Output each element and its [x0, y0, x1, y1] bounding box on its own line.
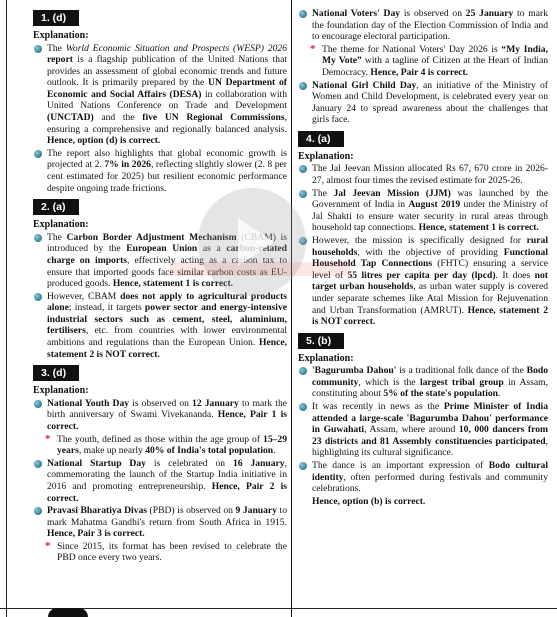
text-run: Hence, Pair 3 is correct. [47, 528, 145, 540]
text-run: National Youth Day [47, 397, 130, 409]
bullet-icon [34, 293, 42, 301]
text-run: 15–29 years [57, 433, 287, 457]
answer-1-heading: 1. (d) [33, 10, 79, 26]
text-run: , make up nearly [78, 445, 146, 457]
text-run: Functional Household Tap Connections [312, 246, 548, 270]
text-run: 'Bagurumba Dahou' [312, 365, 397, 377]
text-run: The [47, 231, 67, 243]
text-run: Carbon Border Adjustment Mechanism [66, 231, 237, 243]
text-run: The Jal Jeevan Mission allocated Rs 67, 670 crore in 2026-27, almost four times the revised estimate for 2025-26. [312, 163, 548, 187]
text-run: , with the objective of providing [357, 246, 504, 258]
explanation-label: Explanation: [33, 30, 89, 41]
text-run: Hence, statement 2 is NOT correct. [47, 337, 287, 360]
text-run: However, CBAM [47, 290, 121, 302]
text-run: , highlighting its cultural significance. [312, 435, 548, 459]
bullet-item [33, 398, 287, 433]
answer-1-section [33, 8, 287, 194]
play-watermark-icon [198, 188, 306, 296]
bullet-item [298, 401, 548, 459]
text-run: 12 January [192, 397, 239, 409]
footer-page-tab [48, 608, 88, 617]
text-run: 40% of India's total population [145, 445, 274, 457]
text-run: National Voters' Day [312, 8, 401, 19]
text-run: in Assam, constituting about [312, 376, 548, 400]
text-run: , etc. from countries with lower environmental ambitions and regulations than the European Union. [47, 325, 287, 349]
text-run: Hence, statement 1 is correct. [418, 222, 539, 234]
text-run: , reflecting slightly slower (2. 8 per cent estimated for 2025) but resilient economic performance despite ongoing trade frictions. [47, 159, 287, 194]
bullet-text [47, 291, 287, 360]
text-run: 5% of the state's population [383, 388, 499, 400]
text-run: (PBD) is observed on [147, 505, 236, 517]
bullet-icon [299, 10, 307, 18]
answer-3-section [33, 363, 287, 564]
bullet-icon [34, 234, 42, 242]
bullet-item [33, 505, 287, 540]
text-run: is a flagship publication of the United Nations that provides an assessment of global economic trends and future outlook. It is primarily prepared by the [47, 54, 287, 89]
text-run: , commemorating the launch of the Startup India initiative in 2016 and promoting entrepreneurship. [47, 457, 288, 492]
sub-bullet-item [298, 44, 548, 79]
text-run: The [47, 42, 66, 54]
answer-5-heading: 5. (b) [298, 333, 344, 349]
explanation-label: Explanation: [298, 150, 354, 162]
right-column [298, 8, 548, 603]
text-run: Jal Jeevan Mission (JJM) [333, 187, 451, 199]
text-run: European Union [126, 243, 198, 255]
watermark-band [170, 262, 350, 276]
text-run: “My India, My Vote” [322, 43, 548, 67]
text-run: Prime Minister of India attended a large-scale 'Bagurumba Dahou' performance in Guwahati [312, 401, 548, 436]
answer-3-heading: 3. (d) [33, 365, 79, 381]
bullet-text [312, 401, 548, 458]
answer-2-heading: 2. (a) [33, 199, 79, 215]
text-run: under the Ministry of Jal Shakti to ensure water security in rural areas through household tap connections. [312, 199, 548, 234]
bullet-text [312, 8, 548, 42]
bullet-text [57, 541, 287, 564]
text-run: as a [197, 243, 227, 255]
text-run: 25 January [465, 8, 514, 19]
bullet-text [47, 458, 287, 504]
text-run: to mark the birth anniversary of Swami Vivekananda. [47, 397, 288, 421]
bullet-text [47, 43, 287, 147]
sub-bullet-item [33, 434, 287, 457]
text-run: (FHTC) ensuring a service level of [312, 258, 548, 281]
text-run: to mark the foundation day of the Election Commission of India and to encourage electoral participation. [312, 8, 549, 43]
bullet-text [312, 80, 548, 126]
bullet-icon [299, 165, 307, 173]
text-run: . [273, 445, 276, 457]
text-run: Bodo cultural identity [312, 460, 548, 483]
text-run: August 2019 [408, 199, 461, 211]
bullet-text [47, 398, 287, 432]
bullet-icon [299, 462, 307, 470]
text-run: UN Department of Economic and Social Affairs (DESA) [47, 77, 287, 100]
bullet-icon [34, 400, 42, 408]
bullet-item [33, 291, 287, 361]
text-run: National Startup Day [47, 457, 146, 469]
bullet-icon [34, 45, 42, 53]
text-run: rural households [312, 235, 548, 258]
text-run: The dance is an important expression of [312, 460, 489, 471]
answer-4-heading: 4. (a) [298, 131, 344, 147]
sub-bullet-item [33, 541, 287, 564]
bullet-text [312, 188, 548, 234]
text-run: The [312, 187, 334, 199]
bullet-item [298, 365, 548, 400]
text-run: 55 litres per capita per day (lpcd) [347, 269, 496, 281]
text-run: and the [93, 112, 143, 124]
text-run: Hence, Pair 4 is correct. [370, 66, 469, 78]
text-run: The report also highlights that global economic growth is projected at 2. [47, 147, 287, 171]
text-run: with a tagline of Citizen at the Heart of Indian Democracy. [322, 55, 549, 78]
bullet-icon [299, 367, 307, 375]
text-run: It was recently in news as the [312, 401, 444, 413]
text-run: in collaboration with United Nations Conference on Trade and Development [47, 88, 287, 112]
bullet-item [298, 8, 548, 43]
text-run: , Assam, where around [364, 424, 459, 436]
bullet-text [312, 365, 548, 399]
text-run: Since 2015, its format has been revised to celebrate the PBD once every two years. [57, 540, 287, 564]
bullet-text [312, 235, 548, 327]
bullet-icon [299, 403, 307, 411]
asterisk-icon: * [45, 539, 51, 552]
text-run: Hence, statement 1 is correct. [112, 278, 234, 290]
text-run: power sector and energy-intensive industrial sectors such as cement, steel, aluminium, fertilisers [47, 302, 287, 337]
text-run: to mark Mahatma Gandhi's return from South Africa in 1915. [47, 505, 288, 528]
text-run: , an initiative of the Ministry of Women and Child Development, is celebrated every year on January 24 to spread awareness about the challenges that girls face. [312, 79, 548, 126]
text-run: Pravasi Bharatiya Divas [47, 505, 147, 517]
text-run: largest tribal group [419, 376, 504, 388]
bullet-item [298, 460, 548, 495]
text-run: does not apply to agricultural products alone [47, 290, 287, 314]
text-run: National Girl Child Day [312, 79, 417, 91]
answer-4-section [298, 129, 548, 328]
text-run: not target urban households [312, 269, 548, 293]
bullet-icon [299, 190, 307, 198]
left-margin-rule [6, 0, 7, 617]
text-run: is a traditional folk dance of the [396, 365, 527, 377]
text-run: is observed on [129, 397, 193, 409]
explanation-label: Explanation: [298, 352, 354, 364]
text-run: 7% in 2026 [104, 159, 151, 171]
left-column [33, 8, 287, 603]
asterisk-icon: * [310, 42, 316, 55]
text-run: Hence, option (d) is correct. [47, 135, 161, 147]
text-run: Bodo community [312, 365, 549, 388]
bullet-icon [34, 460, 42, 468]
bullet-text [312, 163, 548, 186]
text-run: (CBAM) is introduced by the [47, 231, 287, 255]
text-run: carbon-related charge on imports [47, 243, 287, 266]
bullet-text [312, 460, 548, 494]
text-run: The youth, defined as those within the age group of [57, 433, 264, 445]
text-run: However, the mission is specifically designed for [312, 235, 527, 246]
text-run: was launched by the Government of India in [312, 187, 548, 211]
bullet-item [298, 235, 548, 328]
text-run: Hence, Pair 2 is correct. [47, 480, 287, 504]
bullet-text [47, 505, 287, 539]
answer-3-continued [298, 8, 548, 126]
text-run: . [498, 388, 501, 400]
text-run: is observed on [400, 8, 466, 19]
bullet-icon [34, 507, 42, 515]
text-run: . It does [495, 269, 535, 281]
text-run: is celebrated on [145, 457, 233, 469]
bullet-item [298, 163, 548, 186]
text-run: , as urban water supply is covered under separate schemes like Atal Mission for Rejuvenation and Urban Transformation (AMRUT). [312, 281, 549, 316]
bullet-icon [34, 150, 42, 158]
bullet-item [33, 43, 287, 147]
bullet-item [298, 80, 548, 126]
text-run: 10, 000 dancers from 23 districts and 81 Assembly constituencies participated [312, 424, 548, 447]
text-run: , effectively acting as a carbon tax to ensure that imported goods face similar carbon costs as EU-produced goods. [47, 254, 287, 290]
column-divider [291, 0, 292, 617]
text-run: Hence, statement 2 is NOT correct. [312, 304, 548, 328]
bullet-item [298, 188, 548, 234]
text-run: report [47, 54, 73, 66]
text-run: ; instead, it targets [68, 302, 145, 314]
text-run: 9 January [235, 505, 277, 517]
text-run: World Economic Situation and Prospects (WESP) 2026 [65, 42, 287, 54]
bullet-item [33, 458, 287, 504]
text-run: The theme for National Voters' Day 2026 is [322, 43, 502, 55]
conclusion-text: Hence, option (b) is correct. [312, 495, 426, 507]
text-run: , which is the [358, 376, 420, 388]
explanation-label: Explanation: [33, 385, 89, 397]
bullet-icon [299, 82, 307, 90]
bullet-text [47, 148, 287, 194]
text-run: (UNCTAD) [47, 112, 94, 124]
text-run: five UN Regional Commissions [142, 112, 285, 124]
bullet-text [57, 434, 287, 457]
asterisk-icon: * [45, 432, 51, 445]
answer-5-section [298, 331, 548, 508]
bullet-text [322, 44, 548, 78]
explanation-label: Explanation: [33, 219, 89, 231]
text-run: , often performed during festivals and community celebrations. [312, 471, 548, 495]
text-run: 16 January [232, 457, 285, 469]
text-run: Hence, Pair 1 is correct. [47, 409, 287, 432]
text-run: , ensuring a comprehensive and regionally balanced analysis. [47, 112, 287, 135]
